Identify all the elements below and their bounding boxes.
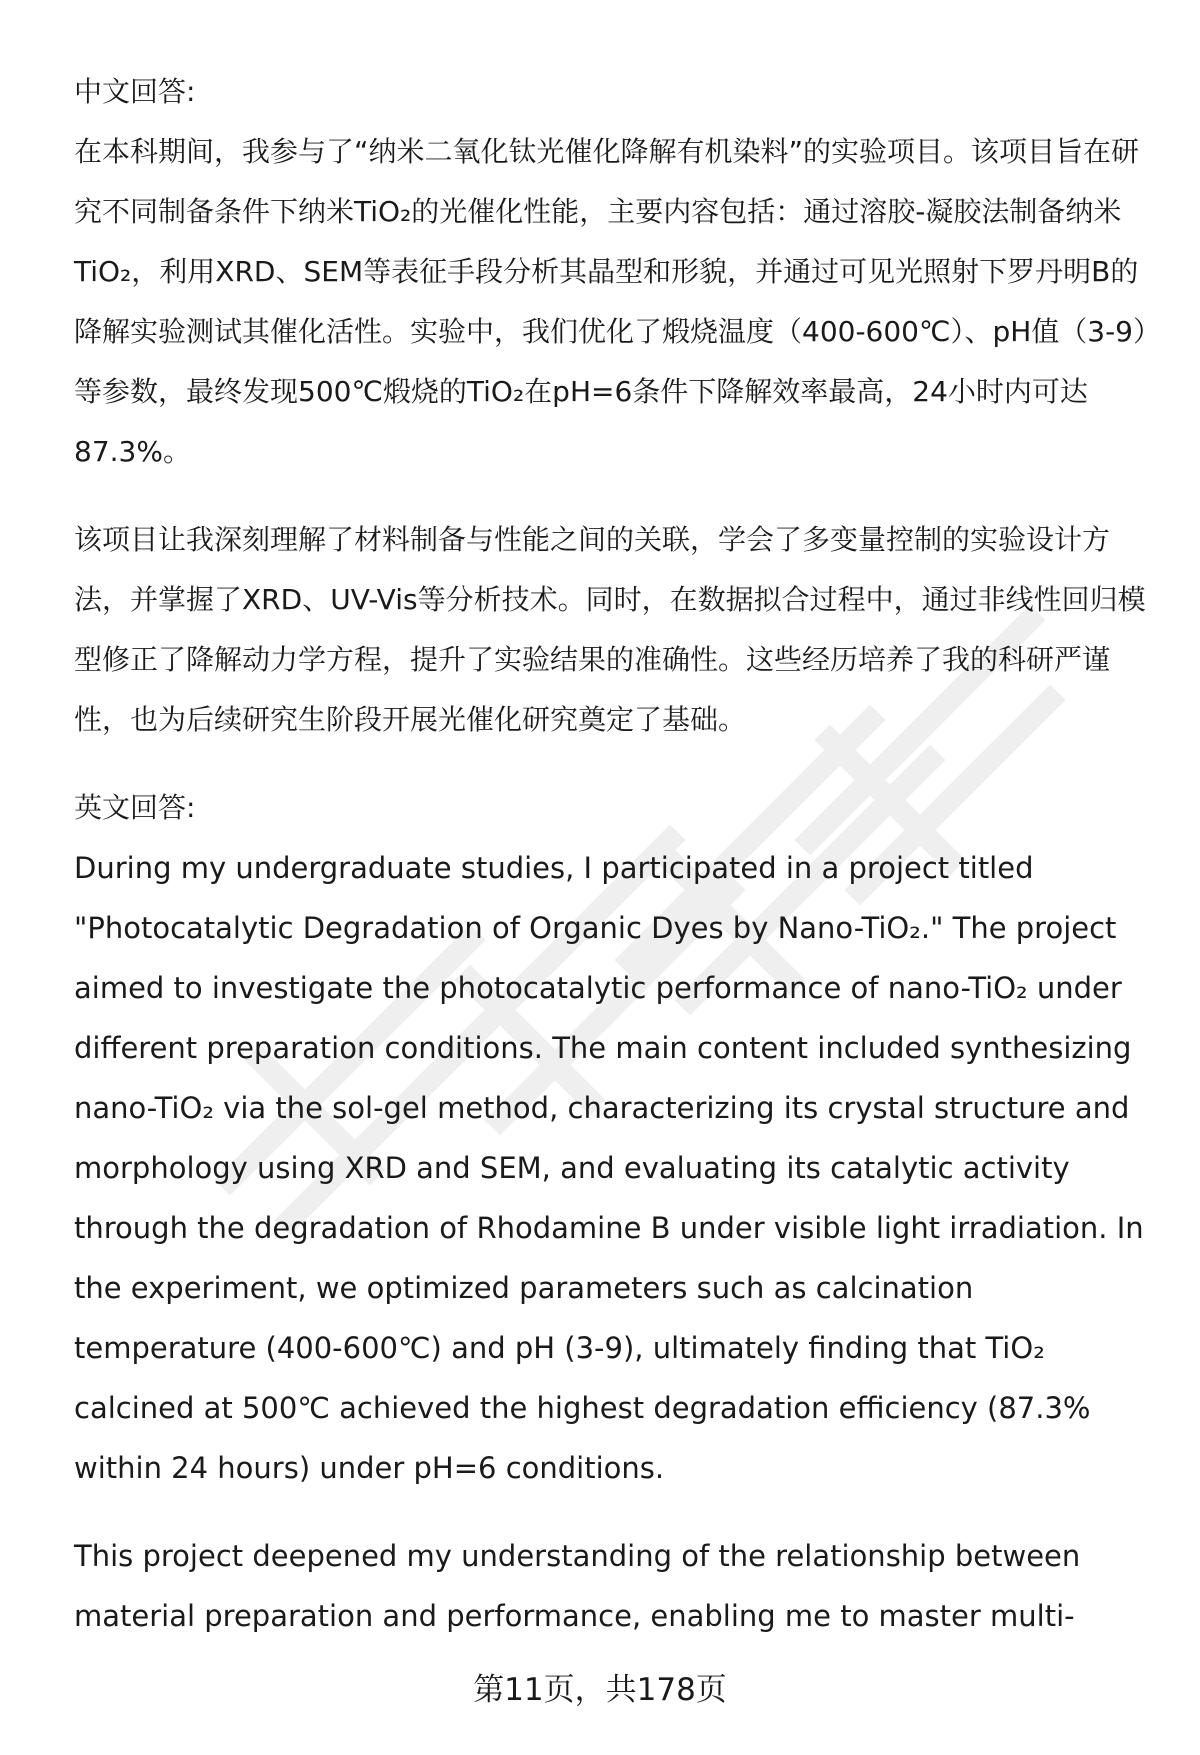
english-paragraph-1: During my undergraduate studies, I participated in a project titled "Photocatalytic Degradation of Organic Dyes by Nano-TiO₂." The project aimed to investigate the photocatalytic performance of nano-TiO₂ under different preparation conditions. The main content included synthesizing nano-TiO₂ via the sol-gel method, characterizing its crystal structure and morphology using XRD and SEM, and evaluating its catalytic activity through the degradation of Rhodamine B under visible light irradiation. In the experiment, we optimized parameters such as calcination temperature (400-600℃) and pH (3-9), ultimately finding that TiO₂ calcined at 500℃ achieved the highest degradation efficiency (87.3% within 24 hours) under pH=6 conditions. <box>74 851 1144 1485</box>
document-body <box>74 62 1164 1646</box>
english-answer-label: 英文回答: <box>74 791 196 824</box>
chinese-paragraph-2: 该项目让我深刻理解了材料制备与性能之间的关联，学会了多变量控制的实验设计方法，并掌握了XRD、UV-Vis等分析技术。同时，在数据拟合过程中，通过非线性回归模型修正了降解动力学方程，提升了实验结果的准确性。这些经历培养了我的科研严谨性，也为后续研究生阶段开展光催化研究奠定了基础。 <box>74 523 1146 736</box>
page-indicator: 第11页，共178页 <box>473 1672 727 1708</box>
chinese-paragraph-1: 在本科期间，我参与了“纳米二氧化钛光催化降解有机染料”的实验项目。该项目旨在研究不同制备条件下纳米TiO₂的光催化性能，主要内容包括：通过溶胶-凝胶法制备纳米TiO₂，利用XRD、SEM等表征手段分析其晶型和形貌，并通过可见光照射下罗丹明B的降解实验测试其催化活性。实验中，我们优化了煅烧温度（400-600℃）、pH值（3-9）等参数，最终发现500℃煅烧的TiO₂在pH=6条件下降解效率最高，24小时内可达87.3%。 <box>74 135 1161 468</box>
chinese-answer-label: 中文回答: <box>74 75 196 108</box>
english-paragraph-2: This project deepened my understanding of the relationship between material preparation and performance, enabling me to master multi- <box>74 1539 1081 1633</box>
